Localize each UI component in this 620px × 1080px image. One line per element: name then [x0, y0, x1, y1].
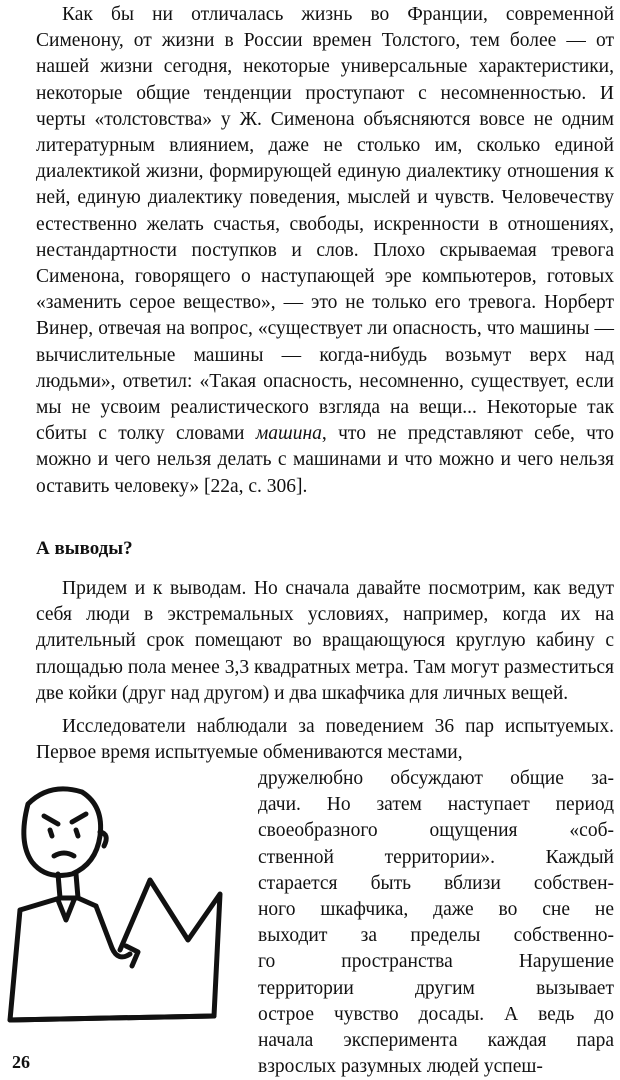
flow-line: выходит за пределы собственно- — [258, 925, 614, 947]
page-number: 26 — [12, 1052, 30, 1072]
collar — [58, 900, 74, 920]
paragraph-2: Придем и к выводам. Но сначала давайте посмотрим, как ведут себя люди в экстремальных условиях, например, когда их на длительный срок помещают во вращающуюся круглую кабину с площадью пола менее 3,3 квадратных метра. Там могут разместиться две койки (друг над другом) и два шкафчика для личных вещей. — [36, 578, 614, 704]
paragraph-3-start: Исследователи наблюдали за поведением 36 пар испытуемых. Первое время испытуемые обмениваются местами, — [36, 716, 614, 764]
flow-line: старается быть вблизи собствен- — [258, 872, 614, 894]
left-eye — [50, 830, 52, 836]
paragraph-3-flow — [258, 766, 614, 1080]
cartoon-figure-illustration — [0, 770, 250, 1032]
flow-line: острое чувство досады. А ведь до — [258, 1003, 614, 1025]
flow-line: начала эксперимента каждая пара — [258, 1030, 614, 1052]
left-eyebrow — [44, 816, 58, 824]
paragraph-1-text: Как бы ни отличалась жизнь во Франции, современной Сименону, от жизни в России времен Толстого, тем более — от нашей жизни сегодня, некоторые универсальные характеристики, некоторые общие тенденции проступают с несомненностью. И черты «толстовства» у Ж. Сименона объясняются вовсе не одним литературным влиянием, даже не столько им, сколько единой диалектикой жизни, формирующей единую диалектику отношения к ней, единую диалектику поведения, мыслей и чувств. Человечеству естественно желать счастья, свободы, искренности в отношениях, нестандартности поступков и слов. Плохо скрываемая тревога Сименона, говорящего о наступающей эре компьютеров, готовых «заменить серое вещество», — это не только его тревога. Норберт Винер, отвечая на вопрос, «существует ли опасность, что машины — вычислительные машины — когда-нибудь возьмут верх над людьми», ответил: «Такая опасность, несомненно, существует, если мы не усвоим реалистического взгляда на вещи... Некоторые так сбиты с толку словами — [36, 4, 614, 445]
mouth — [54, 853, 74, 856]
paragraph-1-end: , что не представляют себе, что можно и чего нельзя делать с машинами и что можно и чего нельзя оставить человеку» [22а, с. 306]. — [36, 423, 614, 497]
base-line — [10, 1016, 214, 1020]
flow-line: взрослых разумных людей успеш- — [258, 1056, 543, 1078]
neck-right — [76, 874, 78, 898]
paragraph-1 — [36, 2, 614, 500]
flow-line: территории другим вызывает — [258, 977, 614, 999]
flow-line: го пространства Нарушение — [258, 951, 614, 973]
right-eye — [76, 830, 78, 836]
paragraph-1-italic-word: машина — [255, 423, 322, 445]
arm — [96, 906, 130, 957]
head-outline — [24, 789, 101, 876]
neck-left — [58, 874, 60, 898]
section-heading: А выводы? — [36, 538, 133, 559]
flow-line: дачи. Но затем наступает период — [258, 794, 614, 816]
flow-line: ственной территории». Каждый — [258, 846, 614, 868]
flow-line: дружелюбно обсуждают общие за- — [258, 768, 614, 789]
flow-line: ного шкафчика, даже во сне не — [258, 899, 614, 921]
flow-line: своеобразного ощущения «соб- — [258, 820, 614, 842]
right-eyebrow — [72, 814, 86, 822]
